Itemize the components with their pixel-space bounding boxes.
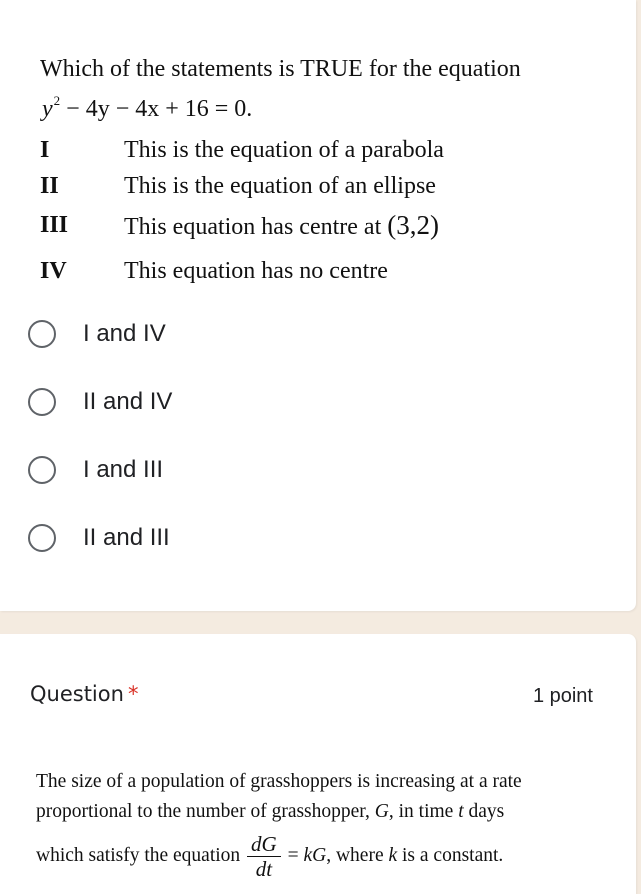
option-i-and-iv[interactable] bbox=[24, 316, 324, 360]
statement-number: III bbox=[40, 212, 69, 238]
statement-math: (3,2) bbox=[387, 210, 439, 240]
required-asterisk: * bbox=[127, 682, 139, 706]
radio-button[interactable] bbox=[28, 456, 56, 484]
option-ii-and-iii[interactable] bbox=[24, 520, 324, 564]
equation-y: y bbox=[42, 96, 53, 122]
option-i-and-iii[interactable] bbox=[24, 452, 324, 496]
question-title bbox=[30, 682, 138, 706]
statement-number: IV bbox=[40, 258, 67, 284]
statement-text bbox=[124, 210, 439, 241]
statement-text: This is the equation of a parabola bbox=[124, 137, 444, 163]
option-label: II and III bbox=[83, 524, 170, 551]
statement-text: This equation has no centre bbox=[124, 258, 388, 284]
derivative-fraction bbox=[247, 832, 281, 881]
radio-button[interactable] bbox=[28, 524, 56, 552]
fraction-numerator: dG bbox=[247, 832, 281, 857]
fraction-denominator: dt bbox=[255, 857, 273, 881]
question-text-line-2: proportional to the number of grasshopper, G, in time t days bbox=[36, 801, 505, 822]
radio-button[interactable] bbox=[28, 388, 56, 416]
radio-button[interactable] bbox=[28, 320, 56, 348]
question-title-text: Question bbox=[30, 682, 124, 706]
question-text-line-1: The size of a population of grasshoppers is increasing at a rate bbox=[36, 771, 522, 792]
option-label: II and IV bbox=[83, 388, 173, 415]
points-label: 1 point bbox=[532, 685, 593, 707]
question-equation bbox=[42, 93, 252, 123]
question-prompt: Which of the statements is TRUE for the equation bbox=[40, 56, 521, 82]
statement-number: II bbox=[40, 173, 59, 199]
statement-number: I bbox=[40, 137, 50, 163]
equation-rest: − 4y − 4x + 16 = 0. bbox=[60, 96, 253, 122]
option-label: I and IV bbox=[83, 320, 166, 347]
equation-exponent: 2 bbox=[53, 93, 61, 108]
statement-text-words: This equation has centre at bbox=[124, 214, 382, 240]
question-text-line-3: which satisfy the equation $\frac{dG}{dt}$ = kG, where k is a constant. bbox=[36, 832, 504, 881]
statement-text: This is the equation of an ellipse bbox=[124, 173, 436, 199]
option-ii-and-iv[interactable] bbox=[24, 384, 324, 428]
option-label: I and III bbox=[83, 456, 164, 483]
